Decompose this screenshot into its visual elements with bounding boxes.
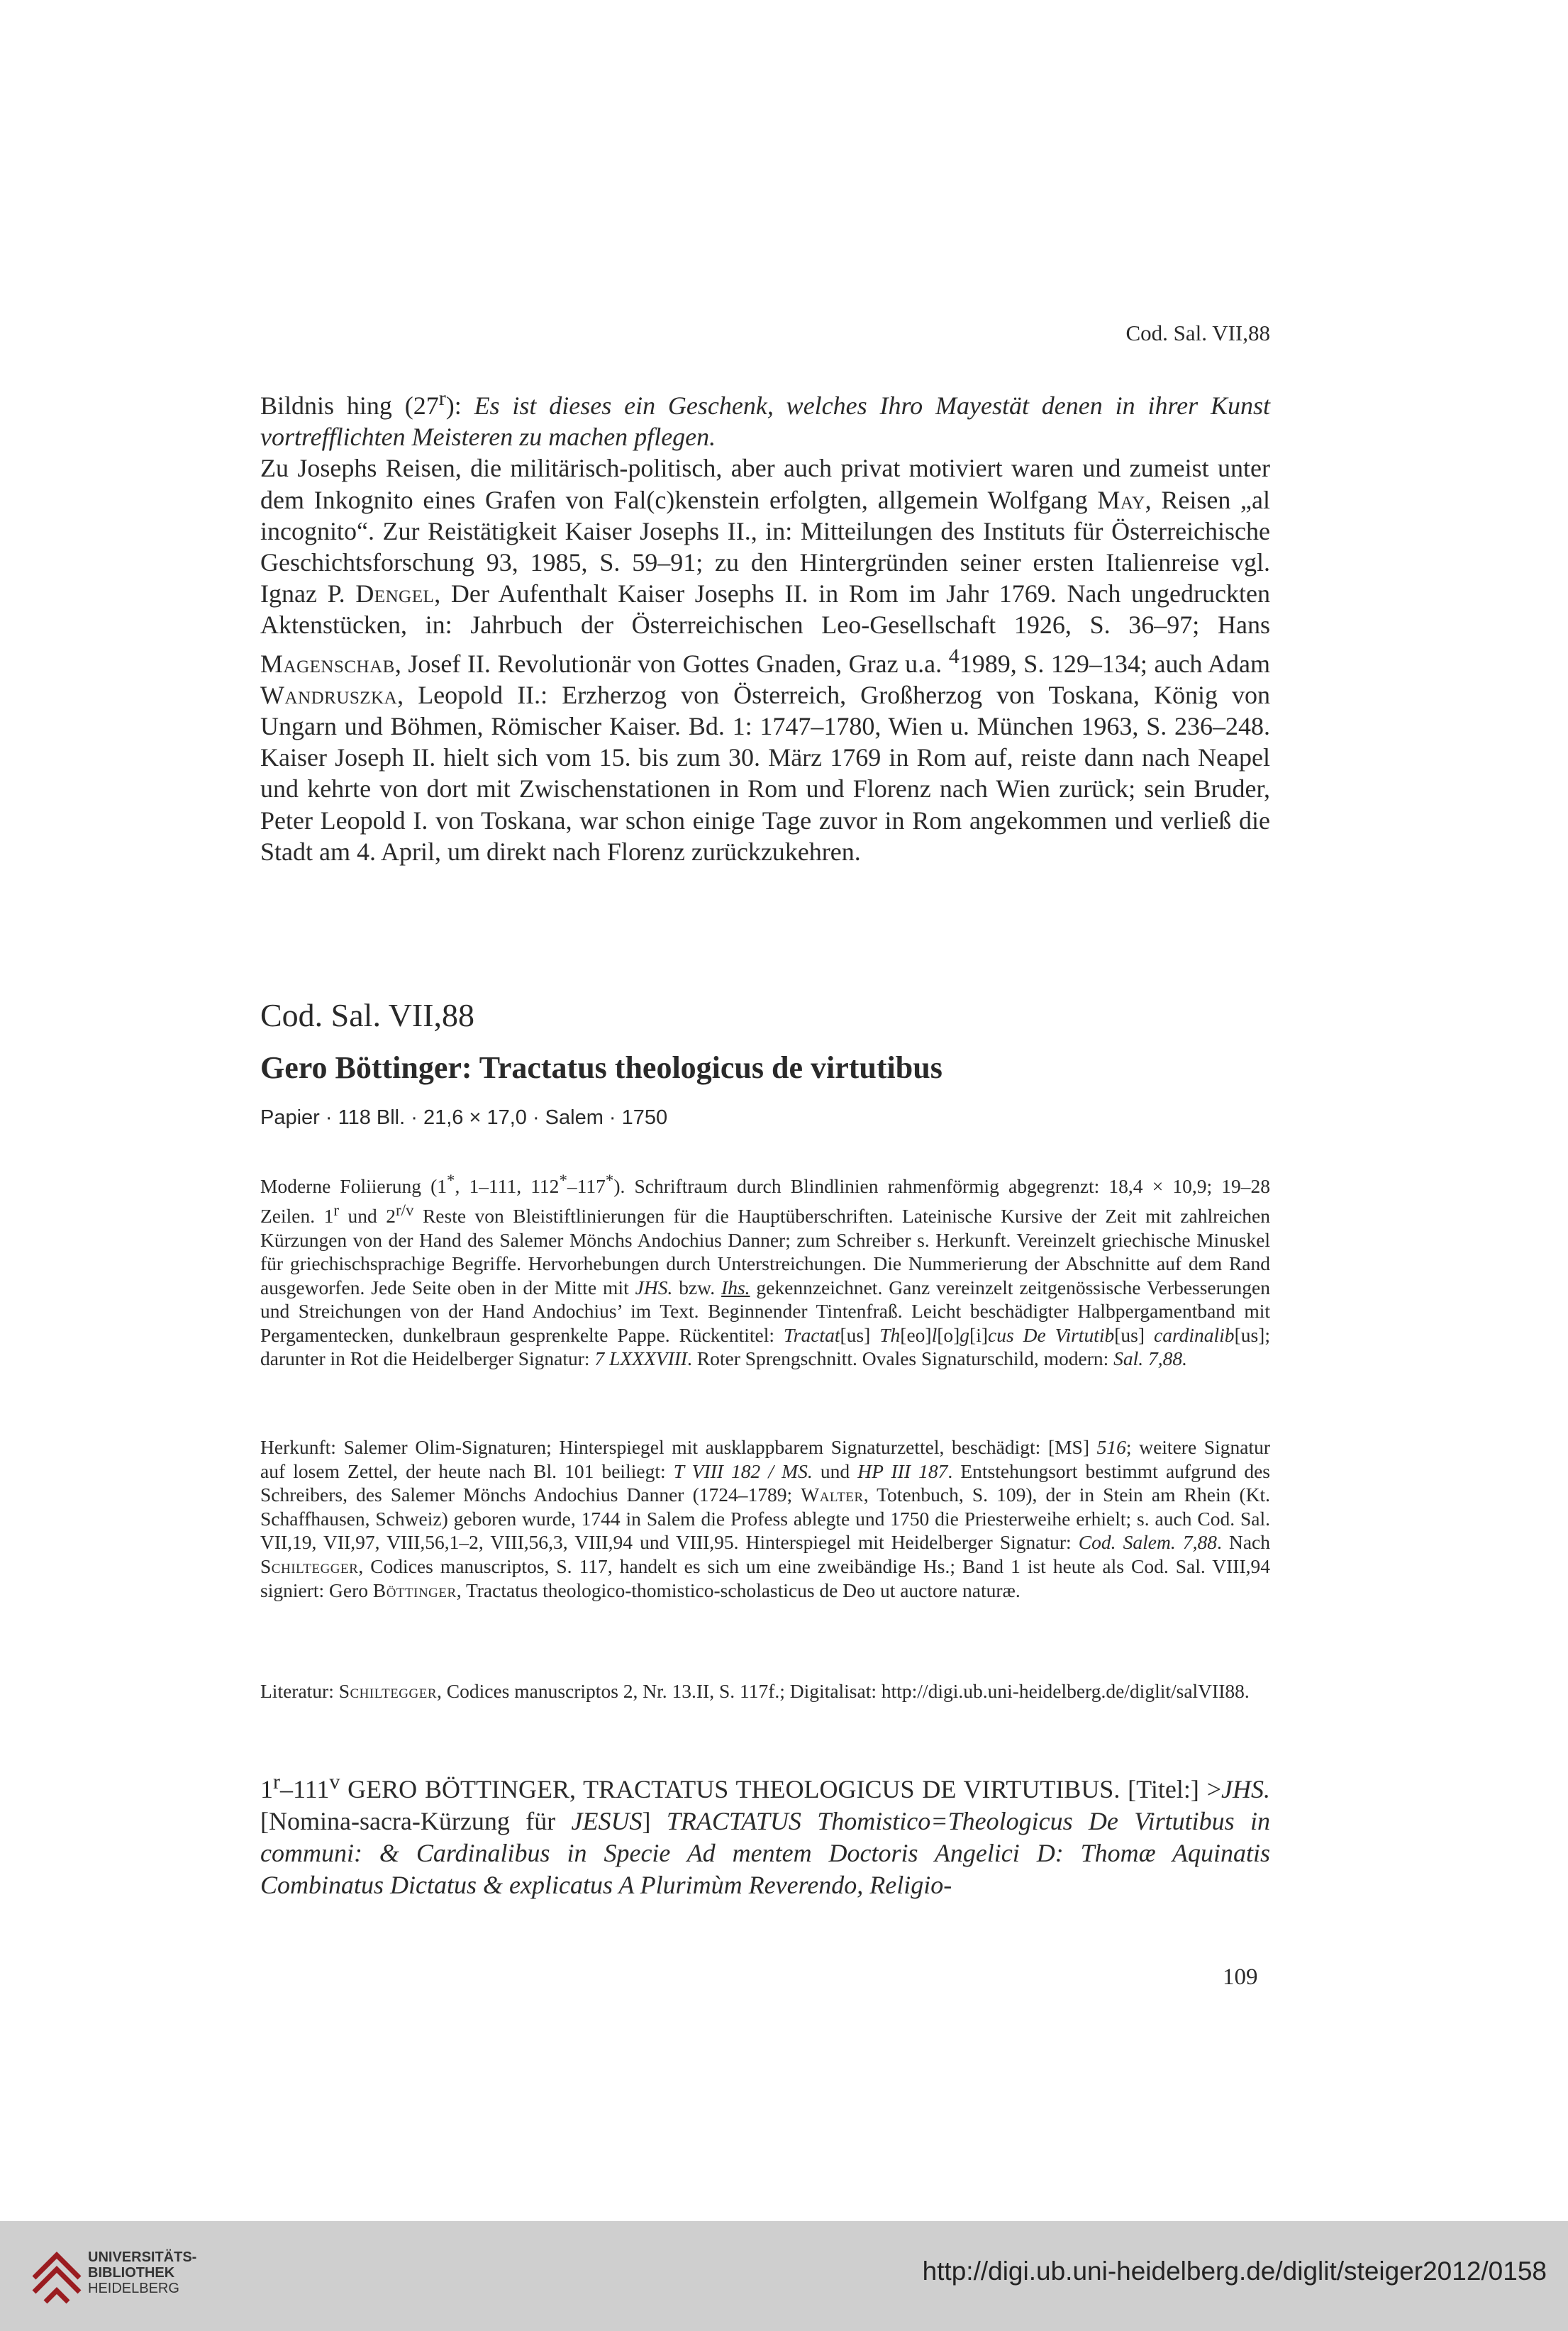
page-number: 109: [1223, 1964, 1258, 1990]
text-run: und: [812, 1459, 858, 1482]
text-run: und 2: [339, 1204, 396, 1227]
italic-run: g: [960, 1323, 970, 1346]
italic-run: HP III 187: [857, 1459, 948, 1482]
text-run: , Codices manuscriptos, S. 117, handelt es sich um eine zweibändige Hs.; Band 1 ist heute als Cod. Sal. VIII,94 signiert: Gero: [260, 1554, 1270, 1601]
text-run: [Nomina-sacra-Kürzung für: [260, 1807, 572, 1835]
text-run: ). Schriftraum durch Blindlinien rahmenförmig abgegrenzt: 18,4 × 10,9; 19–28 Zeilen. 1: [260, 1175, 1270, 1227]
italic-run: Cod. Salem. 7,88: [1078, 1531, 1217, 1554]
text-run: . Nach: [1216, 1531, 1270, 1554]
text-run: , Josef II. Revolutionär von Gottes Gnaden, Graz u.a.: [394, 649, 949, 678]
folio-sup: r: [438, 386, 446, 410]
text-run: –117: [567, 1175, 606, 1198]
sup: v: [329, 1770, 340, 1793]
italic-run: Tractat: [784, 1323, 840, 1346]
text-run: Zu Josephs Reisen, die militärisch-politisch, aber auch privat motiviert waren und zumeist unter dem Inkognito eines Grafen von Fal(c)kenstein erfolgten, allgemein Wolfgang: [260, 454, 1270, 514]
italic-run: Sal. 7,88.: [1113, 1347, 1188, 1370]
text-run: , Reisen „al incognito“. Zur Reistätigkeit Kaiser Josephs II., in: Mitteilungen des Instituts für Österreichische Geschichtsforschung 93, 1985, S. 59–91; zu den Hintergründen seiner ersten Italienreise vgl. Ignaz P.: [260, 485, 1270, 608]
literature-block: [260, 1679, 1270, 1703]
author-name: Walter: [801, 1484, 864, 1506]
italic-run: l: [931, 1323, 938, 1346]
sup: *: [447, 1172, 455, 1189]
text-run: GERO BÖTTINGER, TRACTATUS THEOLOGICUS DE VIRTUTIBUS. [Titel:] >: [340, 1775, 1222, 1803]
text-run: [i]: [969, 1323, 988, 1346]
italic-run: JESUS: [571, 1807, 643, 1835]
author-name: Magenschab: [260, 649, 395, 678]
italic-run: JHS.: [1221, 1775, 1270, 1803]
text-run: 1989, S. 129–134; auch Adam: [959, 649, 1270, 678]
sup: r/v: [396, 1201, 414, 1219]
text-run: ):: [445, 391, 474, 420]
entry-physical: Papier · 118 Bll. · 21,6 × 17,0 · Salem · 1750: [260, 1106, 668, 1129]
text-run: , Der Aufenthalt Kaiser Josephs II. in Rom im Jahr 1769. Nach ungedruckten Aktenstücken, in: Jahrbuch der Österreichischen Leo-Gesellschaft 1926, S. 36–97; Hans: [260, 579, 1270, 640]
footer-bar: [0, 2221, 1568, 2331]
library-name-line: HEIDELBERG: [88, 2281, 179, 2296]
author-name: May: [1097, 485, 1145, 514]
author-name: Schiltegger: [260, 1554, 359, 1577]
text-run: [o]: [937, 1323, 960, 1346]
author-name: Schiltegger: [338, 1680, 438, 1702]
text-run: Literatur:: [260, 1680, 339, 1702]
literature-paragraph: [260, 1679, 1270, 1703]
library-logo-icon: [28, 2241, 85, 2305]
author-name: Böttinger: [372, 1579, 457, 1601]
library-name-line: UNIVERSITÄTS-: [88, 2249, 197, 2265]
entry-title: Gero Böttinger: Tractatus theologicus de virtutibus: [260, 1050, 943, 1085]
sup: *: [559, 1172, 567, 1189]
text-run: Moderne Foliierung (1: [260, 1175, 447, 1198]
italic-run: 7 LXXXVIII: [594, 1347, 688, 1370]
text-run: ; weitere Signatur auf losem Zettel, der heute nach Bl. 101 beiliegt:: [260, 1436, 1270, 1482]
provenance-paragraph: [260, 1435, 1270, 1602]
text-run: [us]: [840, 1323, 880, 1346]
text-run: [eo]: [900, 1323, 932, 1346]
author-name: Dengel: [355, 579, 435, 608]
continuation-text: [260, 383, 1270, 867]
italic-run: Th: [879, 1323, 901, 1346]
edition-sup: 4: [948, 644, 960, 668]
quote: Es ist dieses ein Geschenk, welches Ihro Mayestät denen in ihrer Kunst vortrefflichten Meisteren zu machen pflegen.: [260, 391, 1270, 452]
italic-run: JHS.: [635, 1276, 673, 1298]
italic-run: TRACTATUS Thomistico=Theologicus De Virtutibus in communi: & Cardinalibus in Specie Ad mentem Doctoris Angelici D: Thomæ Aquinatis Combinatus Dictatus & explicatus A Plurimùm Reverendo, Religio-: [260, 1807, 1270, 1899]
text-run: 1: [260, 1775, 273, 1803]
source-url-link[interactable]: http://digi.ub.uni-heidelberg.de/diglit/steiger2012/0158: [922, 2257, 1547, 2286]
description-block: [260, 1169, 1270, 1371]
library-name: [88, 2249, 196, 2296]
text-run: , Leopold II.: Erzherzog von Österreich, Großherzog von Toskana, König von Ungarn und Böhmen, Römischer Kaiser. Bd. 1: 1747–1780, Wien u. München 1963, S. 236–248. Kaiser Joseph II. hielt sich vom 15. bis zum 30. März 1769 in Rom auf, reiste dann nach Neapel und kehrte von dort mit Zwischenstationen in Rom und Florenz nach Wien zurück; sein Bruder, Peter Leopold I. von Toskana, war schon einige Tage zuvor in Rom angekommen und verließ die Stadt am 4. April, um direkt nach Florenz zurückzukehren.: [260, 680, 1270, 866]
incipit-paragraph: [260, 1766, 1270, 1901]
text-run: Bildnis hing (27: [260, 391, 439, 420]
italic-run: T VIII 182 / MS.: [673, 1459, 813, 1482]
running-head: Cod. Sal. VII,88: [1125, 321, 1270, 345]
text-run: Herkunft: Salemer Olim-Signaturen; Hinterspiegel mit ausklappbarem Signaturzettel, beschädigt: [MS]: [260, 1436, 1097, 1458]
sup: r: [273, 1770, 280, 1793]
text-run: [us]: [1114, 1323, 1154, 1346]
author-name: Wandruszka: [260, 680, 398, 709]
sup: r: [333, 1201, 340, 1219]
entry-signature: Cod. Sal. VII,88: [260, 997, 474, 1033]
provenance-block: [260, 1435, 1270, 1602]
italic-run: cus De Virtutib: [988, 1323, 1115, 1346]
italic-run: 516: [1096, 1436, 1126, 1458]
text-run: [us]; darunter in Rot die Heidelberger Signatur:: [260, 1323, 1270, 1370]
italic-run: Ihs.: [721, 1276, 750, 1298]
text-run: , Totenbuch, S. 109), der in Stein am Rhein (Kt. Schaffhausen, Schweiz) geboren wurde, 1744 in Salem die Profess ablegte und 1750 die Priesterweihe erhielt; s. auch Cod. Sal. VII,19, VII,97, VIII,56,1–2, VIII,56,3, VIII,94 und VIII,95. Hinterspiegel mit Heidelberger Signatur:: [260, 1484, 1270, 1554]
italic-run: cardinalib: [1154, 1323, 1235, 1346]
text-run: , Codices manuscriptos 2, Nr. 13.II, S. 117f.; Digitalisat: http://digi.ub.uni-heidelberg.de/diglit/salVII88.: [437, 1680, 1250, 1702]
text-run: bzw.: [672, 1276, 722, 1298]
text-run: . Entstehungsort bestimmt aufgrund des Schreibers, des Salemer Mönchs Andochius Danner (1724–1789;: [260, 1459, 1271, 1506]
text-run: , 1–111, 112: [455, 1175, 560, 1198]
incipit-block: [260, 1766, 1270, 1901]
sup: *: [605, 1172, 614, 1189]
text-run: –111: [280, 1775, 330, 1803]
text-run: ]: [642, 1807, 667, 1835]
library-name-line: BIBLIOTHEK: [88, 2265, 175, 2281]
description-paragraph: [260, 1169, 1270, 1371]
paragraph-portrait: [260, 383, 1270, 452]
text-run: Reste von Bleistiftlinierungen für die Hauptüberschriften. Lateinische Kursive der Zeit mit zahlreichen Kürzungen von der Hand des Salemer Mönchs Andochius Danner; zum Schreiber s. Herkunft. Vereinzelt griechische Minuskel für griechischsprachige Begriffe. Hervorhebungen durch Unterstreichungen. Die Nummerierung der Abschnitte auf dem Rand ausgeworfen. Jede Seite oben in der Mitte mit: [260, 1204, 1271, 1298]
text-run: gekennzeichnet. Ganz vereinzelt zeitgenössische Verbesserungen und Streichungen von der Hand Andochius’ im Text. Beginnender Tintenfraß. Leicht beschädigter Halbpergamentband mit Pergamentecken, dunkelbraun gesprenkelte Pappe. Rückentitel:: [260, 1276, 1270, 1346]
text-run: , Tractatus theologico-thomistico-scholasticus de Deo ut auctore naturæ.: [456, 1579, 1021, 1601]
paragraph-travels: [260, 452, 1270, 867]
text-run: . Roter Sprengschnitt. Ovales Signaturschild, modern:: [687, 1347, 1114, 1370]
